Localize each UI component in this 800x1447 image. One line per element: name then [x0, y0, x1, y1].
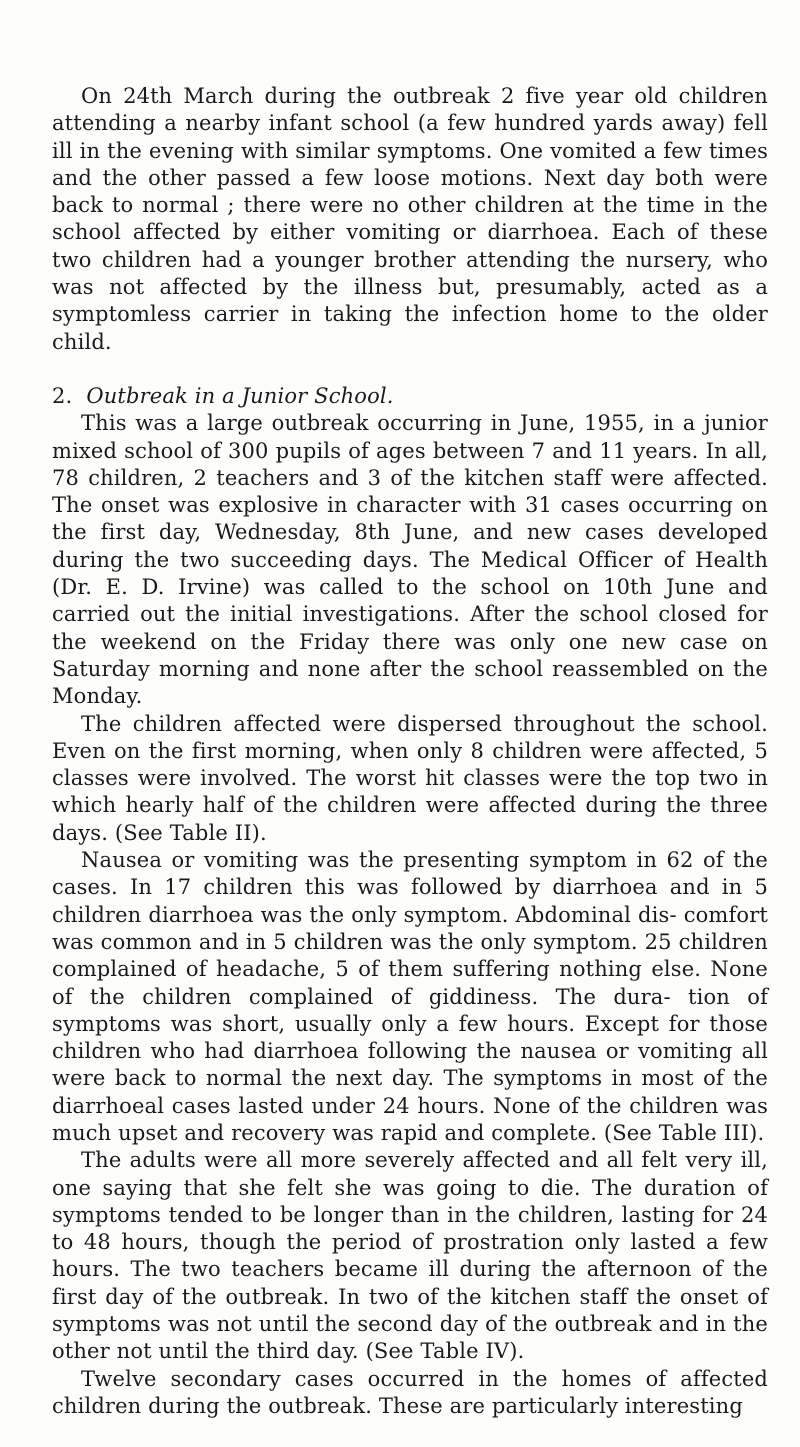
section-title: Outbreak in a Junior School.	[86, 383, 394, 408]
section-number: 2.	[52, 383, 73, 408]
body-paragraph: Twelve secondary cases occurred in the homes of affected children during the outbreak. These are particularly interesting	[52, 1366, 768, 1418]
section-heading	[52, 383, 768, 410]
body-paragraph: This was a large outbreak occurring in June, 1955, in a junior mixed school of 300 pupils of ages between 7 and 11 years. In all, 78 children, 2 teachers and 3 of the kitchen staff were affected. The onset was explosive in character with 31 cases occurring on the first day, Wednesday, 8th June, and new cases developed during the two succeeding days. The Medical Officer of Health (Dr. E. D. Irvine) was called to the school on 10th June and carried out the initial investigations. After the school closed for the weekend on the Friday there was only one new case on Saturday morning and none after the school reassembled on the Monday.	[52, 411, 768, 709]
body-paragraph: Nausea or vomiting was the presenting symptom in 62 of the cases. In 17 children this was followed by diarrhoea and in 5 children diarrhoea was the only symptom. Abdominal dis- comfort was common and in 5 children was the only symptom. 25 children complained of headache, 5 of them suffering nothing else. None of the children complained of giddiness. The dura- tion of symptoms was short, usually only a few hours. Except for those children who had diarrhoea following the nausea or vomiting all were back to normal the next day. The symptoms in most of the diarrhoeal cases lasted under 24 hours. None of the children was much upset and recovery was rapid and complete. (See Table III).	[52, 848, 768, 1145]
text-column	[52, 83, 768, 1420]
body-paragraph: The children affected were dispersed throughout the school. Even on the first morning, when only 8 children were affected, 5 classes were involved. The worst hit classes were the top two in which hearly half of the children were affected during the three days. (See Table II).	[52, 711, 768, 845]
body-paragraph: The adults were all more severely affected and all felt very ill, one saying that she felt she was going to die. The duration of symptoms tended to be longer than in the children, lasting for 24 to 48 hours, though the period of prostration only lasted a few hours. The two teachers became ill during the afternoon of the first day of the outbreak. In two of the kitchen staff the onset of symptoms was not until the second day of the outbreak and in the other not until the third day. (See Table IV).	[52, 1148, 768, 1364]
intro-paragraph: On 24th March during the outbreak 2 five year old children attending a nearby infant school (a few hundred yards away) fell ill in the evening with similar symptoms. One vomited a few times and the other passed a few loose motions. Next day both were back to normal ; there were no other children at the time in the school affected by either vomiting or diarrhoea. Each of these two children had a younger brother attending the nursery, who was not affected by the illness but, presumably, acted as a symptomless carrier in taking the infection home to the older child.	[52, 84, 768, 354]
